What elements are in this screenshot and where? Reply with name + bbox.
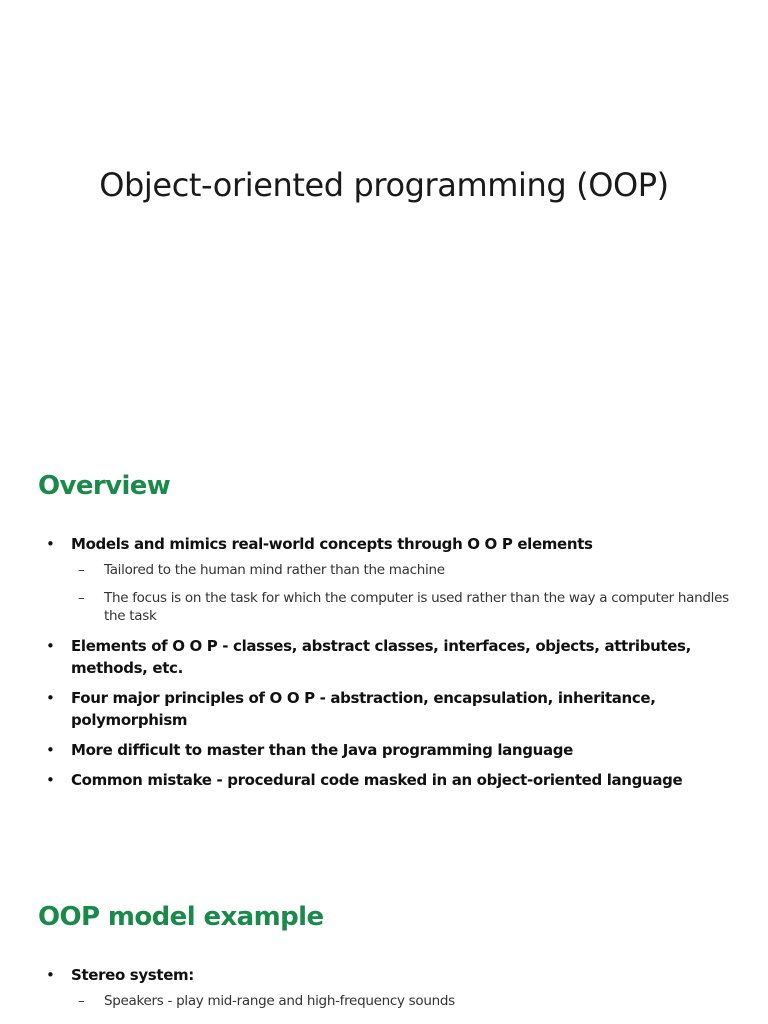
bullet-dot: • (46, 689, 55, 707)
bullet-text: Four major principles of O O P - abstraction, encapsulation, inheritance, polymorphism (71, 689, 656, 729)
bullet-text: Stereo system: (71, 966, 194, 984)
sub-bullet-item (71, 992, 738, 1010)
bullet-text: Common mistake - procedural code masked in an object-oriented language (71, 771, 683, 789)
bullet-item (38, 687, 738, 731)
bullet-dot: • (46, 741, 55, 759)
dash-marker: – (78, 562, 85, 578)
bullet-dot: • (46, 637, 55, 655)
dash-marker: – (78, 590, 85, 606)
bullet-dot: • (46, 535, 55, 553)
bullet-text: Elements of O O P - classes, abstract classes, interfaces, objects, attributes, methods, etc. (71, 637, 691, 677)
sub-bullet-item (71, 561, 738, 579)
bullet-dot: • (46, 966, 55, 984)
bullet-item (38, 533, 738, 625)
sub-bullet-item (71, 589, 738, 625)
bullet-text: Models and mimics real-world concepts through O O P elements (71, 535, 593, 553)
dash-marker: – (78, 993, 85, 1009)
bullet-item (38, 635, 738, 679)
sub-bullet-list (71, 992, 738, 1010)
section-heading-overview: Overview (38, 471, 171, 501)
bullet-dot: • (46, 771, 55, 789)
example-bullet-list (38, 964, 738, 1020)
overview-bullet-list (38, 533, 738, 799)
sub-bullet-text: Tailored to the human mind rather than the machine (104, 562, 445, 578)
sub-bullet-list (71, 561, 738, 625)
bullet-item (38, 739, 738, 761)
sub-bullet-text: The focus is on the task for which the computer is used rather than the way a computer handles the task (104, 590, 729, 624)
sub-bullet-text: Speakers - play mid-range and high-frequency sounds (104, 993, 455, 1009)
bullet-text: More difficult to master than the Java programming language (71, 741, 573, 759)
section-heading-oop-model-example: OOP model example (38, 902, 324, 932)
slide-title: Object-oriented programming (OOP) (99, 166, 669, 204)
bullet-item (38, 769, 738, 791)
bullet-item (38, 964, 738, 1010)
